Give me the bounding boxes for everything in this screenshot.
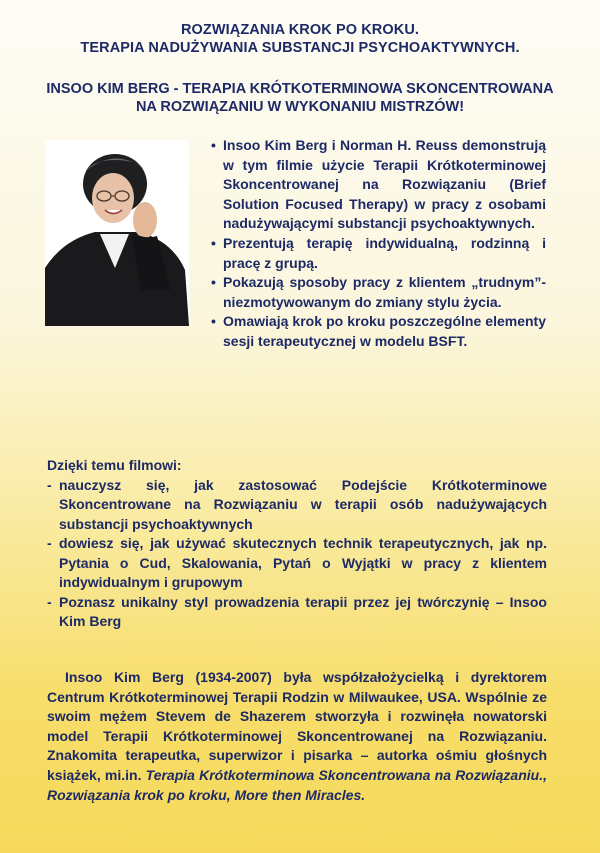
benefit-text: nauczysz się, jak zastosować Podejście Krótkoterminowe Skoncentrowane na Rozwiązaniu w terapii osób nadużywających substancji psychoaktywnych [59, 476, 547, 532]
bio-books: Terapia Krótkoterminowa Skoncentrowana na Rozwiązaniu., Rozwiązania krok po kroku, More then Miracles. [47, 766, 547, 803]
dash-symbol: - [47, 476, 52, 493]
bullet-text: Insoo Kim Berg i Norman H. Reuss demonstrują w tym filmie użycie Terapii Krótkoterminowej Skoncentrowanej na Rozwiązaniu (Brief Solution Focused Therapy) w pracy z osobami nadużywającymi substancji psychoaktywnych. [223, 137, 546, 232]
dash-symbol: - [47, 593, 52, 610]
subtitle [0, 80, 600, 116]
main-title [0, 21, 600, 57]
benefit-item [47, 476, 547, 535]
bullet-symbol: • [211, 137, 216, 153]
bullet-item [211, 312, 546, 351]
feature-bullets [211, 136, 546, 352]
main-title-line1: ROZWIĄZANIA KROK PO KROKU. [180, 22, 420, 38]
author-photo [45, 140, 189, 326]
author-bio [47, 668, 547, 805]
subtitle-line2: NA ROZWIĄZANIU W WYKONANIU MISTRZÓW! [135, 99, 465, 115]
benefit-item [47, 534, 547, 593]
subtitle-line1: INSOO KIM BERG - TERAPIA KRÓTKOTERMINOWA SKONCENTROWANA [46, 81, 554, 97]
dash-symbol: - [47, 535, 52, 551]
bullet-item [211, 136, 546, 234]
author-portrait-image [45, 140, 189, 326]
benefits-heading: Dzięki temu filmowi: [47, 457, 182, 473]
benefit-text: Poznasz unikalny styl prowadzenia terapii przez jej twórczynię – Insoo Kim Berg [59, 593, 547, 629]
bullet-symbol: • [211, 234, 216, 251]
benefits-section [47, 456, 547, 632]
benefit-item [47, 593, 547, 632]
bullet-text: Pokazują sposoby pracy z klientem „trudnym”-niezmotywowanym do zmiany stylu życia. [223, 274, 546, 310]
bullet-text: Omawiają krok po kroku poszczególne elementy sesji terapeutycznej w modelu BSFT. [223, 313, 546, 349]
bullet-item [211, 273, 546, 312]
bio-text: Insoo Kim Berg (1934-2007) była współzałożycielką i dyrektorem Centrum Krótkoterminowej Terapii Rodzin w Milwaukee, USA. Wspólnie ze swoim mężem Stevem de Shazerem stworzyła i rozwinęła nowatorski model Terapii Krótkoterminowej Skoncentrowanej na Rozwiązaniu. Znakomita terapeutka, superwizor i pisarka – autorka ośmiu głośnych książek, mi.in. [47, 669, 547, 783]
bullet-symbol: • [211, 274, 216, 291]
bullet-symbol: • [211, 313, 216, 330]
main-title-line2: TERAPIA NADUŻYWANIA SUBSTANCJI PSYCHOAKTYWNYCH. [80, 40, 520, 56]
benefit-text: dowiesz się, jak używać skutecznych technik terapeutycznych, jak np. Pytania o Cud, Skalowania, Pytań o Wyjątki w pracy z klientem indywidualnym i grupowym [59, 535, 547, 590]
bullet-item [211, 234, 546, 273]
bullet-text: Prezentują terapię indywidualną, rodzinną i pracę z grupą. [223, 234, 546, 271]
